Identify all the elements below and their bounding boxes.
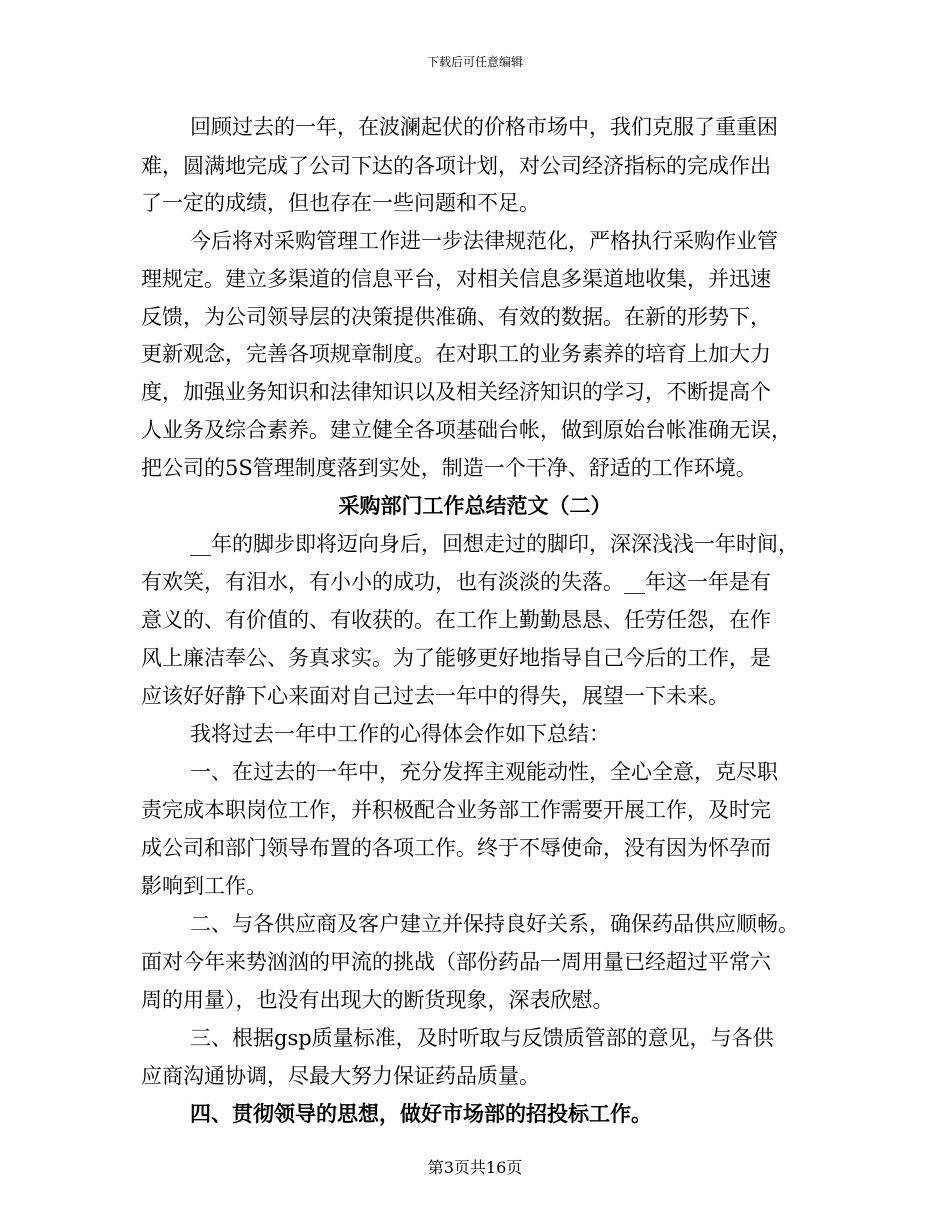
paragraph-line: 责完成本职岗位工作，并积极配合业务部工作需要开展工作，及时完: [141, 798, 771, 822]
paragraph-line: 理规定。建立多渠道的信息平台，对相关信息多渠道地收集，并迅速: [141, 267, 771, 291]
paragraph-line: 今后将对采购管理工作进一步法律规范化，严格执行采购作业管: [190, 229, 778, 253]
paragraph-line: 意义的、有价值的、有收获的。在工作上勤勤恳恳、任劳任怨，在作: [141, 608, 771, 632]
paragraph-line: 把公司的5S管理制度落到实处，制造一个干净、舒适的工作环境。: [141, 456, 757, 480]
paragraph-line: __年的脚步即将迈向身后，回想走过的脚印，深深浅浅一年时间，: [190, 532, 799, 556]
paragraph-line: 一、在过去的一年中，充分发挥主观能动性，全心全意，克尽职: [190, 760, 778, 784]
paragraph-line: 成公司和部门领导布置的各项工作。终于不辱使命，没有因为怀孕而: [141, 836, 771, 860]
paragraph-line: 周的用量），也没有出现大的断货现象，深表欣慰。: [141, 988, 614, 1012]
page-header: 下载后可任意编辑: [426, 55, 523, 69]
paragraph-line: 难，圆满地完成了公司下达的各项计划，对公司经济指标的完成作出: [141, 154, 771, 178]
paragraph-line: 有欢笑，有泪水，有小小的成功，也有淡淡的失落。__年这一年是有: [141, 570, 771, 594]
paragraph-line: 回顾过去的一年，在波澜起伏的价格市场中，我们克服了重重困: [190, 115, 778, 139]
paragraph-line: 了一定的成绩，但也存在一些问题和不足。: [141, 191, 540, 215]
paragraph-line: 三、根据gsp质量标准，及时听取与反馈质管部的意见，与各供: [190, 1026, 774, 1050]
section-title: 采购部门工作总结范文（二）: [338, 493, 612, 518]
paragraph-line: 应商沟通协调，尽最大努力保证药品质量。: [141, 1064, 540, 1088]
paragraph-line: 人业务及综合素养。建立健全各项基础台帐，做到原始台帐准确无误，: [141, 418, 792, 442]
paragraph-line: 我将过去一年中工作的心得体会作如下总结：: [190, 722, 610, 746]
paragraph-line: 二、与各供应商及客户建立并保持良好关系，确保药品供应顺畅。: [190, 912, 799, 936]
paragraph-line: 反馈，为公司领导层的决策提供准确、有效的数据。在新的形势下，: [141, 305, 771, 329]
paragraph-line: 应该好好静下心来面对自己过去一年中的得失，展望一下未来。: [141, 684, 729, 708]
paragraph-line: 面对今年来势汹汹的甲流的挑战（部份药品一周用量已经超过平常六: [141, 950, 771, 974]
paragraph-line: 度，加强业务知识和法律知识以及相关经济知识的学习，不断提高个: [141, 380, 771, 404]
paragraph-line: 影响到工作。: [141, 874, 267, 898]
paragraph-line: 更新观念，完善各项规章制度。在对职工的业务素养的培育上加大力: [141, 342, 771, 366]
page-footer: 第3页共16页: [427, 1158, 523, 1177]
paragraph-line: 风上廉洁奉公、务真求实。为了能够更好地指导自己今后的工作，是: [141, 646, 771, 670]
bold-paragraph-line: 四、贯彻领导的思想，做好市场部的招投标工作。: [190, 1101, 652, 1126]
